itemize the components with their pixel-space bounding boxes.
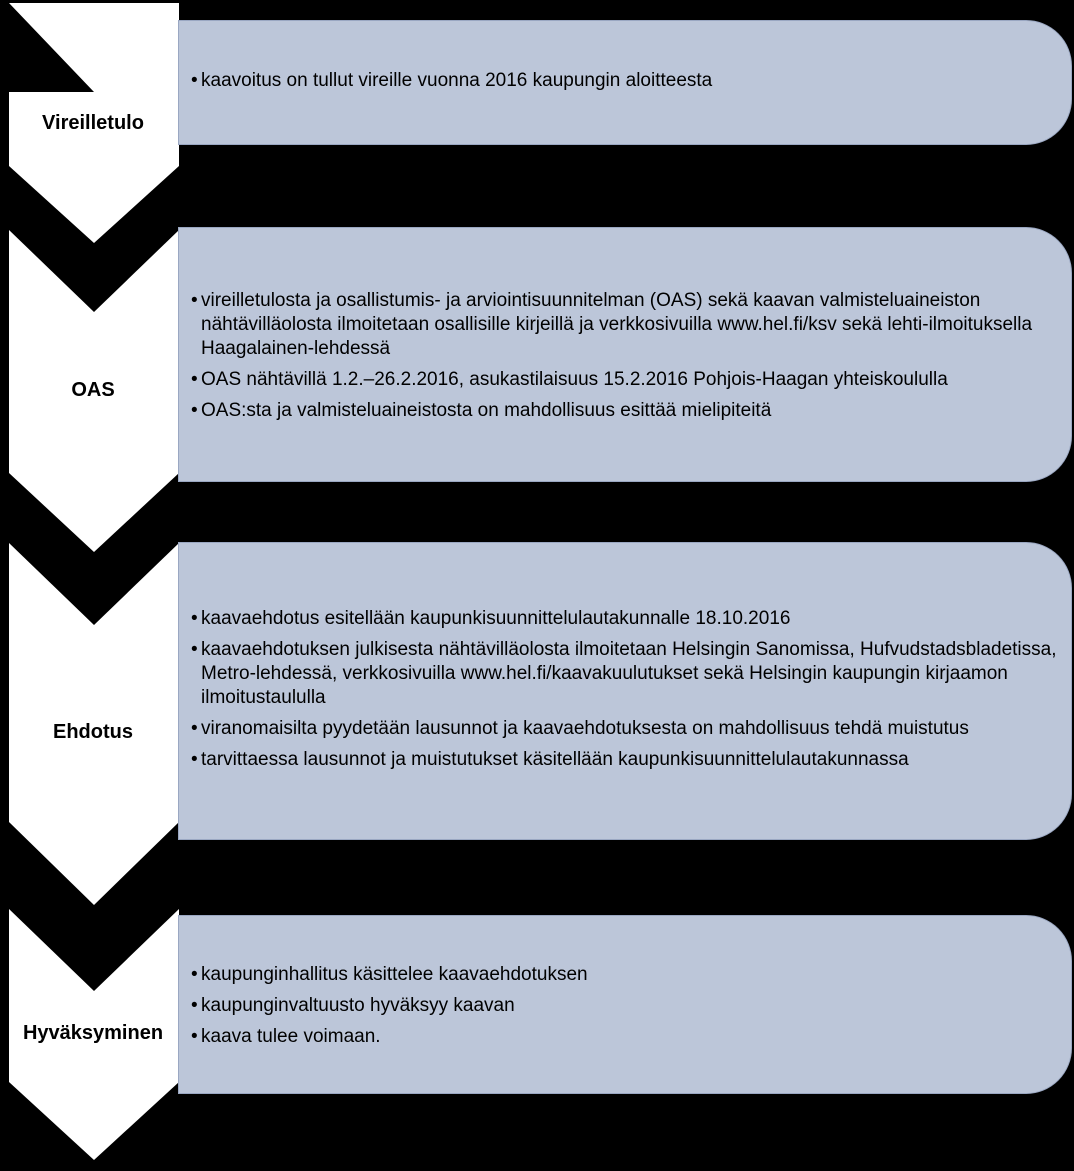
stage-label-hyvaksyminen: Hyväksyminen <box>22 1022 164 1044</box>
list-item: • kaavaehdotus esitellään kaupunkisuunnittelulautakunnalle 18.10.2016 <box>191 608 791 629</box>
stage-box-vireilletulo <box>178 20 1072 145</box>
list-item: • kaupunginhallitus käsittelee kaavaehdotuksen <box>191 964 588 985</box>
list-item: • kaava tulee voimaan. <box>191 1026 381 1047</box>
stage-box-hyvaksyminen <box>178 915 1072 1094</box>
list-item: • kaavoitus on tullut vireille vuonna 2016 kaupungin aloitteesta <box>191 70 713 91</box>
stage-items-hyvaksyminen <box>191 963 1059 1056</box>
list-item: • viranomaisilta pyydetään lausunnot ja kaavaehdotuksesta on mahdollisuus tehdä muistutus <box>191 718 969 739</box>
list-item: • kaupunginvaltuusto hyväksyy kaavan <box>191 995 515 1016</box>
list-item: • kaavaehdotuksen julkisesta nähtävilläolosta ilmoitetaan Helsingin Sanomissa, Hufvudstadsbladetissa, Metro-lehdessä, verkkosivuilla www.hel.fi/kaavakuulutukset sekä Helsingin kaupungin kirjaamon ilmoitustaululla <box>191 639 1057 708</box>
stage-items-oas <box>191 289 1059 430</box>
stage-box-oas <box>178 227 1072 482</box>
stage-label-vireilletulo: Vireilletulo <box>42 112 144 134</box>
stage-box-ehdotus <box>178 542 1072 840</box>
list-item: • vireilletulosta ja osallistumis- ja arviointisuunnitelman (OAS) sekä kaavan valmisteluaineiston nähtävilläolosta ilmoitetaan osallisille kirjeillä ja verkkosivuilla www.hel.fi/ksv sekä lehti-ilmoituksella Haagalainen-lehdessä <box>191 290 1033 359</box>
list-item: • OAS nähtävillä 1.2.–26.2.2016, asukastilaisuus 15.2.2016 Pohjois-Haagan yhteiskoululla <box>191 369 948 390</box>
list-item: • OAS:sta ja valmisteluaineistosta on mahdollisuus esittää mielipiteitä <box>191 400 772 421</box>
list-item: • tarvittaessa lausunnot ja muistutukset käsitellään kaupunkisuunnittelulautakunnassa <box>191 749 909 770</box>
stage-label-ehdotus: Ehdotus <box>53 721 133 743</box>
stage-items-ehdotus <box>191 607 1059 779</box>
stage-items-vireilletulo <box>191 69 1059 100</box>
stage-label-oas: OAS <box>71 379 115 401</box>
